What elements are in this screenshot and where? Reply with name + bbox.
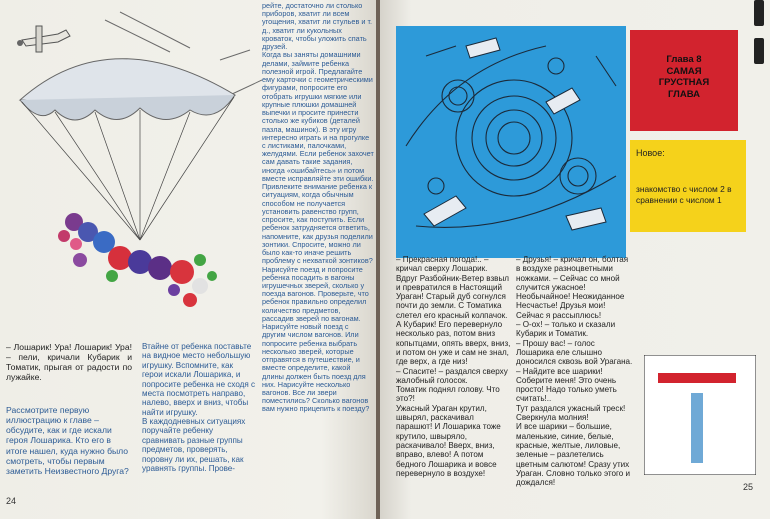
chapter-title-block	[630, 30, 738, 131]
losharik-balls	[58, 213, 217, 307]
right-page	[380, 0, 770, 519]
story-column-2: – Друзья! – кричал он, болтая в воздухе разноцветными ножками. – Сейчас со мной случится ужасное! Необычайное! Неожиданное Несчастье! Друзья мои! Сейчас я рассыплюсь! – О-ох! – только и сказали Кубарик и Томатик. – Прошу вас! – голос Лошарика еле слышно доносился сквозь вой Урагана. – Найдите все шарики! Соберите меня! Это очень просто! Надо только уметь считать!.. Тут раздался ужасный треск! Сверкнула молния! И все шарики – большие, маленькие, синие, белые, красные, желтые, лиловые, зеленые – разлетелись цветным салютом! Сразу утих Ураган. Словно только этого и дождался!	[516, 255, 633, 488]
airplane-drawing	[17, 26, 70, 52]
binder-clip-top	[754, 0, 764, 26]
chapter-title: Глава 8 САМАЯ ГРУСТНАЯ ГЛАВА	[658, 54, 710, 100]
discussion-task: Рассмотрите первую иллюстрацию к главе – обсудите, как и где искали героя Лошарика. Кто его в итоге нашел, куда нужно было смотреть, чтобы первым заметить Неизвестного Друга?	[6, 405, 129, 476]
binder-clip-middle	[754, 38, 764, 64]
story-column-1: – Прекрасная погода!.. – кричал сверху Лошарик. Вдруг Разбойник-Ветер взвыл и превратился в Настоящий Ураган! Старый дуб согнулся почти до земли. С Томатика слетел его красный колпачок. А Кубарик! Его перевернуло несколько раз, потом вниз копытцами, опять вверх, вниз, и потом он уже и сам не знал, где верх, а где низ! – Спасите! – раздался сверху жалобный голосок. Томатик поднял голову. Что это?! Ужасный Ураган крутил, швырял, раскачивал парашют! И Лошарика тоже крутило, швыряло, раскачивало! Вверх, вниз, вправо, влево! А потом бедного Лошарика и вовсе перевернуло в воздухе!	[396, 255, 511, 478]
page-number-left: 24	[6, 496, 17, 506]
hurricane-illustration	[396, 26, 626, 258]
number-one-figure	[644, 355, 756, 475]
story-caption: – Лошарик! Ура! Лошарик! Ура! – пели, кричали Кубарик и Томатик, прыгая от радости по лужайке.	[6, 342, 132, 383]
new-topic-text: знакомство с числом 2 в сравнении с числом 1	[636, 184, 732, 205]
parent-advice-column-left: Втайне от ребенка поставьте на видное место небольшую игрушку. Вспомните, как герои искали Лошарика, и попросите ребенка не сходя с места посмотреть направо, налево, вверх и вниз, чтобы найти игрушку. В каждодневных ситуациях поручайте ребенку сравнивать разные группы предметов, проверять, поровну ли их, решать, как уравнять группы. Прове-	[142, 342, 256, 473]
parent-advice-column-right: рейте, достаточно ли столько приборов, хватит ли всем угощения, хватит ли стульев и т. д., хватит ли кукольных кроваток, чтобы уложить спать друзей. Когда вы заняты домашними делами, займите ребенка полезной игрой. Предлагайте ему карточки с геометрическими фигурами, попросите его отобрать игрушки мягкие или крупные плюшки домашней выпечки и просите принести столько же кубиков (деталей пазла, машинок). В эту игру интересно играть и на прогулке с листиками, палочками, желудями. Если ребенок захочет сам давать такие задания, иногда «ошибайтесь» и потом вместе исправляйте эти ошибки. Привлеките внимание ребенка к ситуациям, когда обычным способом не получается установить равенство групп, спросите, как поступить. Если ребенок затрудняется ответить, напомните, как друзья поделили зонтики. Спросите, можно ли было как-то иначе решить проблему с нехваткой зонтиков? Нарисуйте поезд и попросите ребенка посадить в вагоны игрушечных зверей, сколько у поезда вагонов. Проверьте, что ребенок правильно определил количество предметов, рассадив зверей по вагонам. Нарисуйте новый поезд с другим числом вагонов. Или попросите ребенка выбрать несколько зверей, которые отправятся в путешествие, и вместе определите, какой длины должен быть поезд для них. Нарисуйте несколько вагонов. Все ли звери поместились? Сколько вагонов вам нужно прицепить к поезду?	[262, 1, 374, 414]
new-topic-label: Новое:	[636, 148, 665, 158]
parachute-illustration	[0, 0, 262, 340]
page-number-right: 25	[743, 482, 754, 492]
new-topic-block	[630, 140, 746, 232]
left-page	[0, 0, 378, 519]
